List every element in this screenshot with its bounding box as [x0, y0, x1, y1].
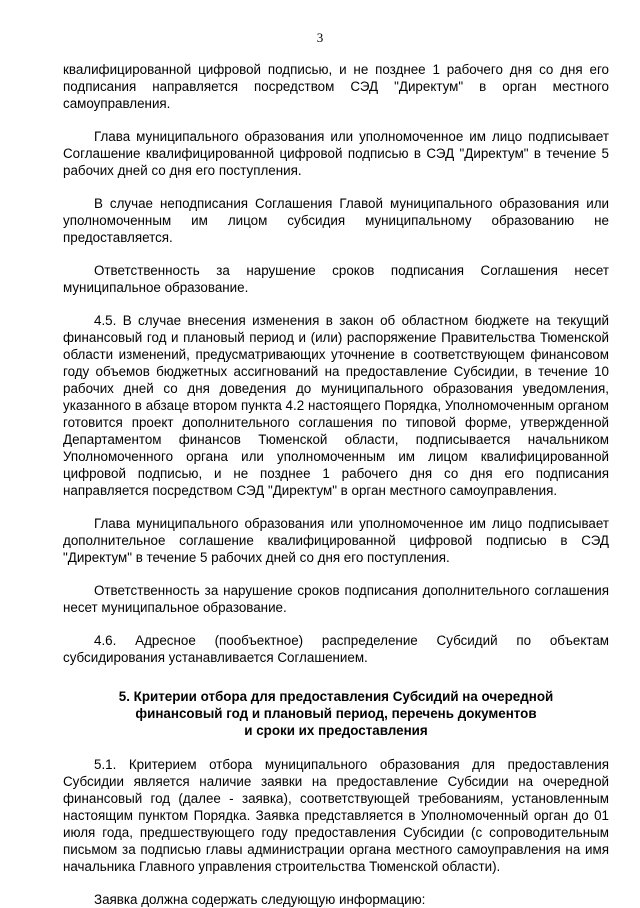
paragraph-4-5: 4.5. В случае внесения изменения в закон об областном бюджете на текущий финансовый год и плановый период и (или) распоряжение Правительства Тюменской области изменений, предусматривающих уточнение в соответствующем финансовом году объемов бюджетных ассигнований на предоставление Субсидии, в течение 10 рабочих дней со дня доведения до муниципального образования уведомления, указанного в абзаце втором пункта 4.2 настоящего Порядка, Уполномоченным органом готовится проект дополнительного соглашения по типовой форме, утвержденной Департаментом финансов Тюменской области, подписывается начальником Уполномоченного органа или уполномоченным им лицом квалифицированной цифровой подписью, и не позднее 1 рабочего дня со дня его подписания направляется посредством СЭД "Директум" в орган местного самоуправления. [63, 313, 609, 498]
paragraph-application-content: Заявка должна содержать следующую информацию: [94, 892, 426, 907]
paragraph-4-6: 4.6. Адресное (пообъектное) распределение Субсидий по объектам субсидирования устанавливается Соглашением. [63, 633, 609, 665]
paragraph-5-1: 5.1. Критерием отбора муниципального образования для предоставления Субсидии является наличие заявки на предоставление Субсидии на очередной финансовый год (далее - заявка), соответствующей требованиям, установленным настоящим пунктом Порядка. Заявка представляется в Уполномоченный орган до 01 июля года, предшествующего году предоставления Субсидии (с сопроводительным письмом за подписью главы администрации органа местного самоуправления на имя начальника Главного управления строительства Тюменской области). [63, 757, 609, 874]
paragraph-continuation: квалифицированной цифровой подписью, и не позднее 1 рабочего дня со дня его подписания направляется посредством СЭД "Директум" в орган местного самоуправления. [63, 62, 609, 111]
paragraph-responsibility-additional: Ответственность за нарушение сроков подписания дополнительного соглашения несет муниципальное образование. [63, 583, 609, 615]
page-number: 3 [316, 30, 324, 45]
section-heading-line: финансовый год и плановый период, перечень документов [135, 706, 537, 721]
paragraph-head-signs: Глава муниципального образования или уполномоченное им лицо подписывает Соглашение квалифицированной цифровой подписью в СЭД "Директум" в течение 5 рабочих дней со дня его поступления. [63, 129, 609, 178]
paragraph-unsigned: В случае неподписания Соглашения Главой муниципального образования или уполномоченным им лицом субсидия муниципальному образованию не предоставляется. [63, 196, 609, 245]
section-heading-line: и сроки их предоставления [244, 723, 428, 738]
paragraph-responsibility: Ответственность за нарушение сроков подписания Соглашения несет муниципальное образование. [63, 263, 609, 295]
section-heading-line: 5. Критерии отбора для предоставления Субсидий на очередной [118, 689, 554, 704]
paragraph-head-signs-additional: Глава муниципального образования или уполномоченное им лицо подписывает дополнительное соглашение квалифицированной цифровой подписью в СЭД "Директум" в течение 5 рабочих дней со дня его поступления. [63, 516, 609, 565]
section-heading [63, 688, 609, 739]
document-body [63, 61, 609, 908]
